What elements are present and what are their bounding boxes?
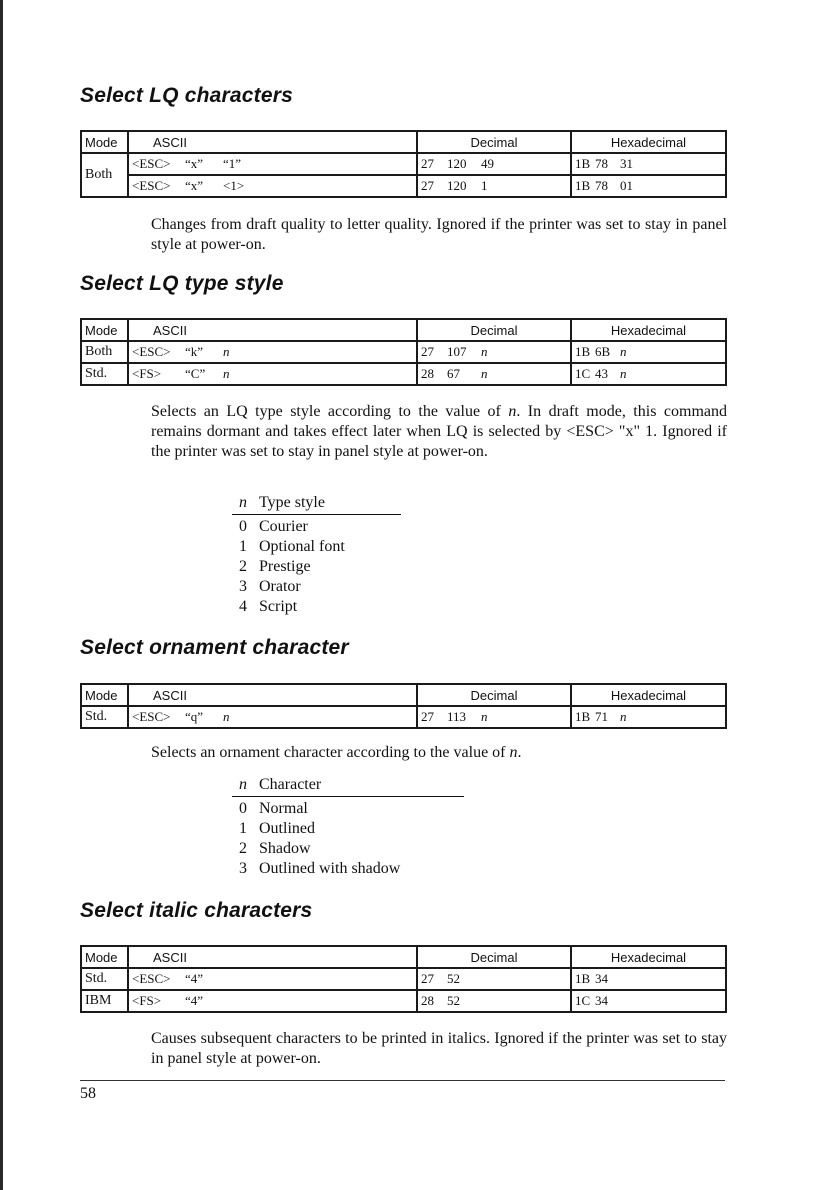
description-lq-type-style: Selects an LQ type style according to the value of n. In draft mode, this command remains dormant and takes effect later when LQ is selected by <ESC> "x" 1. Ignored if the printer was set to stay in panel style at power-on. bbox=[151, 403, 727, 460]
command-table-lq-characters bbox=[80, 130, 727, 198]
list-item: 0 Courier bbox=[239, 518, 308, 535]
table-row bbox=[81, 363, 726, 385]
section-title-lq-type-style: Select LQ type style bbox=[80, 272, 284, 295]
header-ascii: ASCII bbox=[128, 131, 417, 153]
hex-cell: 1C 43 n bbox=[571, 363, 726, 385]
decimal-cell: 27 107 n bbox=[417, 341, 571, 363]
type-style-options bbox=[232, 493, 401, 617]
header-hexadecimal: Hexadecimal bbox=[571, 319, 726, 341]
mode-cell: Both bbox=[81, 153, 128, 197]
header-decimal: Decimal bbox=[417, 946, 571, 968]
ornament-options bbox=[232, 775, 464, 879]
page-number: 58 bbox=[80, 1085, 96, 1102]
options-header: n Character bbox=[232, 775, 464, 797]
table-header-row bbox=[81, 684, 726, 706]
section-title-italic-characters: Select italic characters bbox=[80, 899, 313, 922]
table-row bbox=[81, 968, 726, 990]
list-item: 4 Script bbox=[239, 598, 298, 615]
list-item: 1 Optional font bbox=[239, 538, 345, 555]
ascii-cell: <FS> “4” bbox=[128, 990, 417, 1012]
header-decimal: Decimal bbox=[417, 319, 571, 341]
mode-cell: Std. bbox=[81, 968, 128, 990]
header-ascii: ASCII bbox=[128, 946, 417, 968]
header-ascii: ASCII bbox=[128, 684, 417, 706]
decimal-cell: 28 67 n bbox=[417, 363, 571, 385]
mode-cell: Std. bbox=[81, 706, 128, 728]
list-item: 2 Prestige bbox=[239, 558, 311, 575]
decimal-cell: 27 52 bbox=[417, 968, 571, 990]
description-lq-characters: Changes from draft quality to letter quality. Ignored if the printer was set to stay in panel style at power-on. bbox=[151, 216, 727, 253]
header-decimal: Decimal bbox=[417, 684, 571, 706]
ascii-cell: <ESC> “q” n bbox=[128, 706, 417, 728]
header-decimal: Decimal bbox=[417, 131, 571, 153]
table-row bbox=[81, 706, 726, 728]
scan-edge bbox=[0, 0, 3, 1190]
table-header-row bbox=[81, 319, 726, 341]
ascii-cell: <ESC> “x” <1> bbox=[128, 175, 417, 197]
list-item: 3 Outlined with shadow bbox=[239, 860, 401, 877]
description-italic-characters: Causes subsequent characters to be printed in italics. Ignored if the printer was set to stay in panel style at power-on. bbox=[151, 1030, 727, 1067]
hex-cell: 1C 34 bbox=[571, 990, 726, 1012]
header-hexadecimal: Hexadecimal bbox=[571, 131, 726, 153]
command-table-ornament-character bbox=[80, 683, 727, 729]
hex-cell: 1B 78 01 bbox=[571, 175, 726, 197]
mode-cell: Std. bbox=[81, 363, 128, 385]
hex-cell: 1B 78 31 bbox=[571, 153, 726, 175]
list-item: 1 Outlined bbox=[239, 820, 315, 837]
command-table-lq-type-style bbox=[80, 318, 727, 386]
command-table-italic-characters bbox=[80, 945, 727, 1013]
list-item: 0 Normal bbox=[239, 800, 308, 817]
hex-cell: 1B 34 bbox=[571, 968, 726, 990]
table-row bbox=[81, 175, 726, 197]
list-item: 3 Orator bbox=[239, 578, 301, 595]
list-item: 2 Shadow bbox=[239, 840, 311, 857]
ascii-cell: <ESC> “k” n bbox=[128, 341, 417, 363]
footer-rule bbox=[80, 1080, 725, 1081]
table-header-row bbox=[81, 131, 726, 153]
header-mode: Mode bbox=[81, 946, 128, 968]
ascii-cell: <ESC> “4” bbox=[128, 968, 417, 990]
decimal-cell: 27 120 49 bbox=[417, 153, 571, 175]
hex-cell: 1B 71 n bbox=[571, 706, 726, 728]
decimal-cell: 27 120 1 bbox=[417, 175, 571, 197]
mode-cell: IBM bbox=[81, 990, 128, 1012]
header-mode: Mode bbox=[81, 131, 128, 153]
ascii-cell: <ESC> “x” “1” bbox=[128, 153, 417, 175]
table-row bbox=[81, 153, 726, 175]
table-row bbox=[81, 990, 726, 1012]
header-mode: Mode bbox=[81, 684, 128, 706]
mode-cell: Both bbox=[81, 341, 128, 363]
header-mode: Mode bbox=[81, 319, 128, 341]
table-header-row bbox=[81, 946, 726, 968]
header-hexadecimal: Hexadecimal bbox=[571, 684, 726, 706]
decimal-cell: 27 113 n bbox=[417, 706, 571, 728]
section-title-lq-characters: Select LQ characters bbox=[80, 84, 293, 107]
description-ornament-character: Selects an ornament character according to the value of n. bbox=[151, 744, 522, 761]
decimal-cell: 28 52 bbox=[417, 990, 571, 1012]
ascii-cell: <FS> “C” n bbox=[128, 363, 417, 385]
section-title-ornament-character: Select ornament character bbox=[80, 636, 349, 659]
header-ascii: ASCII bbox=[128, 319, 417, 341]
table-row bbox=[81, 341, 726, 363]
header-hexadecimal: Hexadecimal bbox=[571, 946, 726, 968]
hex-cell: 1B 6B n bbox=[571, 341, 726, 363]
options-header: n Type style bbox=[232, 493, 401, 515]
